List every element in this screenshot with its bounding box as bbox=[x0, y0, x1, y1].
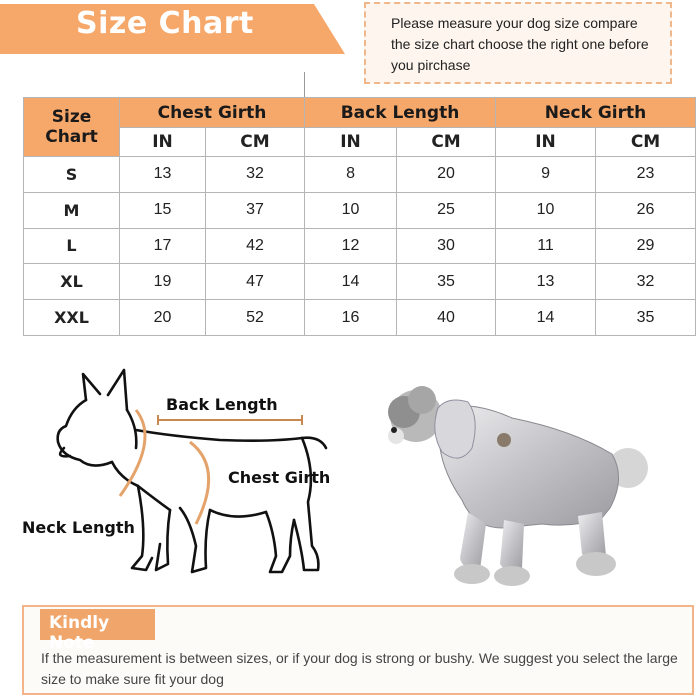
size-label: M bbox=[24, 192, 120, 228]
neck-girth-header: Neck Girth bbox=[496, 98, 696, 128]
table-row bbox=[24, 300, 696, 336]
table-row bbox=[24, 157, 696, 193]
table-cell: 42 bbox=[206, 228, 305, 264]
unit-header: IN bbox=[496, 128, 596, 157]
dog-jacket-photo bbox=[382, 378, 658, 590]
table-cell: 35 bbox=[596, 300, 696, 336]
chest-girth-label: Chest Girth bbox=[228, 468, 331, 487]
table-header-row bbox=[24, 98, 696, 128]
table-cell: 32 bbox=[206, 157, 305, 193]
table-cell: 16 bbox=[305, 300, 397, 336]
table-cell: 23 bbox=[596, 157, 696, 193]
unit-header: CM bbox=[206, 128, 305, 157]
table-cell: 37 bbox=[206, 192, 305, 228]
chest-girth-header: Chest Girth bbox=[120, 98, 305, 128]
unit-header: IN bbox=[120, 128, 206, 157]
size-label: XXL bbox=[24, 300, 120, 336]
table-row bbox=[24, 192, 696, 228]
size-chart-header bbox=[24, 98, 120, 157]
size-label: S bbox=[24, 157, 120, 193]
table-cell: 13 bbox=[120, 157, 206, 193]
table-cell: 9 bbox=[496, 157, 596, 193]
table-cell: 35 bbox=[397, 264, 496, 300]
size-chart-header-line2: Chart bbox=[45, 127, 98, 147]
table-cell: 13 bbox=[496, 264, 596, 300]
table-cell: 26 bbox=[596, 192, 696, 228]
jacket-badge bbox=[497, 433, 511, 447]
table-cell: 19 bbox=[120, 264, 206, 300]
table-cell: 17 bbox=[120, 228, 206, 264]
table-cell: 11 bbox=[496, 228, 596, 264]
table-cell: 40 bbox=[397, 300, 496, 336]
table-cell: 14 bbox=[305, 264, 397, 300]
neck-length-label: Neck Length bbox=[22, 518, 135, 537]
table-cell: 15 bbox=[120, 192, 206, 228]
back-length-label: Back Length bbox=[166, 395, 278, 414]
unit-header: IN bbox=[305, 128, 397, 157]
size-chart-header-line1: Size bbox=[51, 107, 92, 127]
unit-header: CM bbox=[596, 128, 696, 157]
table-row bbox=[24, 264, 696, 300]
table-cell: 12 bbox=[305, 228, 397, 264]
table-cell: 29 bbox=[596, 228, 696, 264]
table-unit-row bbox=[24, 128, 696, 157]
measure-note: Please measure your dog size compare the size chart choose the right one before you pirchase bbox=[364, 2, 672, 84]
divider-line bbox=[304, 72, 305, 98]
table-cell: 10 bbox=[496, 192, 596, 228]
table-cell: 52 bbox=[206, 300, 305, 336]
table-row bbox=[24, 228, 696, 264]
table-cell: 32 bbox=[596, 264, 696, 300]
table-cell: 30 bbox=[397, 228, 496, 264]
size-label: L bbox=[24, 228, 120, 264]
page-title: Size Chart bbox=[76, 6, 254, 41]
kindly-note-text: If the measurement is between sizes, or if your dog is strong or bushy. We suggest you select the large size to make sure fit your dog bbox=[41, 650, 678, 687]
back-length-line bbox=[158, 415, 302, 425]
table-cell: 25 bbox=[397, 192, 496, 228]
kindly-note-title: Kindly Note bbox=[40, 609, 155, 640]
size-table bbox=[23, 97, 696, 336]
chest-measure-band bbox=[190, 442, 209, 524]
size-label: XL bbox=[24, 264, 120, 300]
back-length-header: Back Length bbox=[305, 98, 496, 128]
table-cell: 10 bbox=[305, 192, 397, 228]
table-cell: 20 bbox=[120, 300, 206, 336]
table-cell: 8 bbox=[305, 157, 397, 193]
unit-header: CM bbox=[397, 128, 496, 157]
table-cell: 14 bbox=[496, 300, 596, 336]
table-cell: 47 bbox=[206, 264, 305, 300]
table-cell: 20 bbox=[397, 157, 496, 193]
